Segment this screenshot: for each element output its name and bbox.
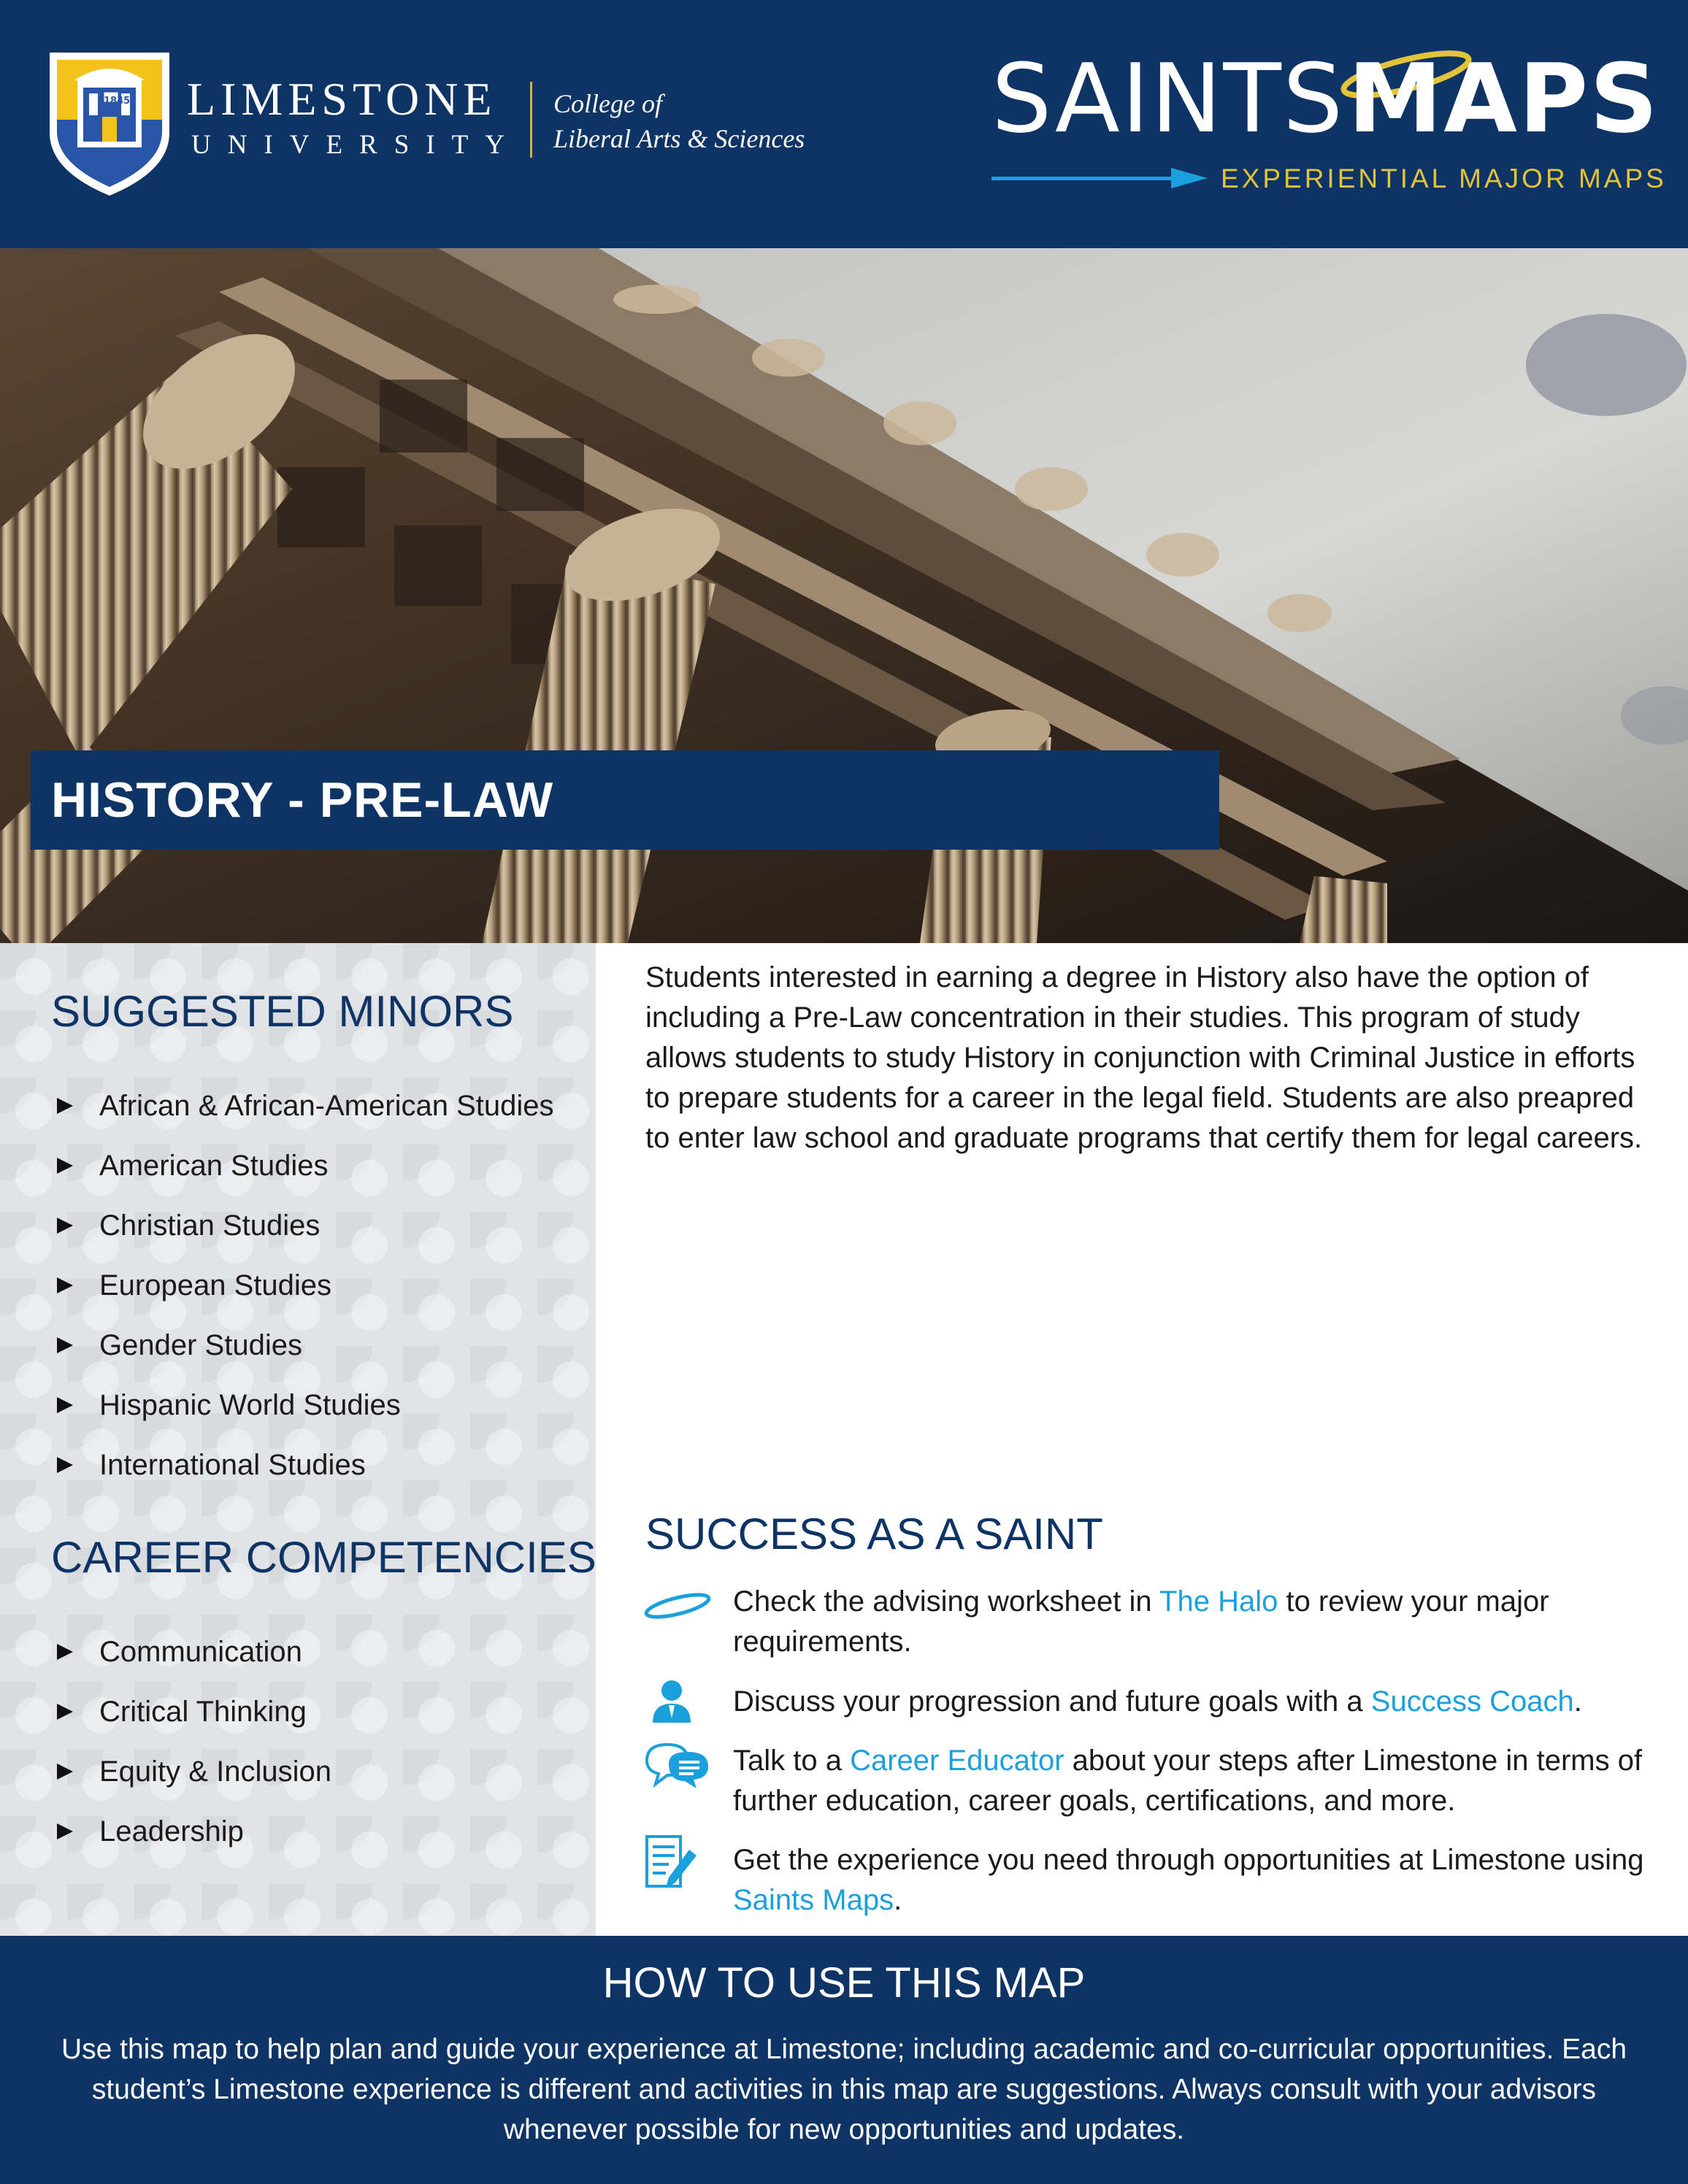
career-educator-link[interactable]: Career Educator: [850, 1745, 1064, 1777]
success-item: [733, 1840, 1653, 1920]
saints-maps-link[interactable]: Saints Maps: [733, 1884, 894, 1916]
competencies-heading: CAREER COMPETENCIES: [51, 1533, 596, 1582]
minor-label: Hispanic World Studies: [99, 1389, 401, 1421]
success-text: Talk to a: [733, 1745, 851, 1777]
college-line-1: College of: [553, 89, 662, 118]
success-text: Get the experience you need through opportunities at Limestone using: [733, 1844, 1644, 1876]
minor-label: International Studies: [99, 1449, 366, 1481]
footer-heading: HOW TO USE THIS MAP: [602, 1959, 1086, 2007]
minors-heading: SUGGESTED MINORS: [51, 987, 514, 1036]
university-subtitle: UNIVERSITY: [191, 130, 521, 160]
success-text: Check the advising worksheet in: [733, 1585, 1160, 1618]
success-text: .: [1573, 1685, 1582, 1718]
halo-ring-icon: [641, 1584, 714, 1628]
minor-label: Gender Studies: [99, 1329, 302, 1361]
list-item: [53, 1435, 553, 1495]
arrow-icon: [991, 162, 1211, 194]
saints-maps-logo: [991, 43, 1667, 197]
program-title-banner: [31, 750, 1219, 850]
list-item: [53, 1196, 553, 1256]
bullet-arrow-icon: [57, 1098, 73, 1114]
minor-label: American Studies: [99, 1150, 329, 1182]
university-name: LIMESTONE: [187, 73, 497, 125]
list-item: [53, 1256, 553, 1315]
list-item: [53, 1076, 553, 1136]
success-text: .: [894, 1884, 902, 1916]
chat-bubbles-icon: [642, 1739, 713, 1791]
page-header: [0, 0, 1688, 248]
success-text: Discuss your progression and future goals with a: [733, 1685, 1371, 1718]
crest-year: 1845: [104, 96, 131, 107]
minor-label: European Studies: [99, 1269, 332, 1301]
list-item: [53, 1375, 553, 1435]
list-item: [53, 1136, 553, 1196]
header-divider: [530, 82, 532, 158]
list-item: [53, 1742, 331, 1802]
competency-label: Equity & Inclusion: [99, 1756, 331, 1788]
list-item: [53, 1315, 553, 1375]
brand-maps: MAPS: [1348, 43, 1660, 154]
competencies-list: [53, 1622, 331, 1861]
program-title: HISTORY - PRE-LAW: [51, 772, 554, 828]
success-item: [733, 1682, 1653, 1722]
list-item: [53, 1802, 331, 1861]
person-icon: [650, 1677, 694, 1724]
bullet-arrow-icon: [57, 1764, 73, 1780]
success-item: [733, 1582, 1653, 1662]
success-heading: SUCCESS AS A SAINT: [645, 1510, 1103, 1558]
minors-list: [53, 1076, 553, 1495]
program-description: Students interested in earning a degree in History also have the option of including a Pre-Law concentration in their studies. This program of study allows students to study History in conjunction with Criminal Justice in efforts to prepare students for a career in the legal field. Students are also preapred to enter law school and graduate programs that certify them for legal careers.: [645, 961, 1643, 1154]
document-pencil-icon: [642, 1831, 701, 1892]
bullet-arrow-icon: [57, 1337, 73, 1353]
sidebar-panel: [0, 943, 596, 1936]
bullet-arrow-icon: [57, 1158, 73, 1174]
brand-saints: SAINTS: [991, 43, 1345, 154]
bullet-arrow-icon: [57, 1277, 73, 1293]
list-item: [53, 1622, 331, 1682]
competency-label: Critical Thinking: [99, 1696, 307, 1728]
minor-label: Christian Studies: [99, 1210, 321, 1242]
brand-tagline: EXPERIENTIAL MAJOR MAPS: [1221, 164, 1667, 193]
bullet-arrow-icon: [57, 1397, 73, 1413]
footer-text: Use this map to help plan and guide your experience at Limestone; including academic and co-curricular opportunities. Each student’s Limestone experience is different and activities in this map are suggestions. Always consult with your advisors whenever possible for new opportunities and updates.: [61, 2034, 1627, 2145]
success-text: about your steps after Limestone in terms of further education, career goals, certifications, and more.: [733, 1745, 1643, 1817]
the-halo-link[interactable]: The Halo: [1159, 1585, 1278, 1618]
success-text: to review your major requirements.: [733, 1585, 1549, 1658]
college-line-2: Liberal Arts & Sciences: [553, 124, 805, 153]
bullet-arrow-icon: [57, 1218, 73, 1234]
bullet-arrow-icon: [57, 1823, 73, 1839]
bullet-arrow-icon: [57, 1457, 73, 1473]
success-item: [733, 1741, 1653, 1821]
success-coach-link[interactable]: Success Coach: [1370, 1685, 1574, 1718]
bullet-arrow-icon: [57, 1644, 73, 1660]
university-crest-icon: [45, 47, 174, 200]
list-item: [53, 1682, 331, 1742]
competency-label: Communication: [99, 1636, 302, 1668]
page-footer: [0, 1936, 1688, 2184]
bullet-arrow-icon: [57, 1704, 73, 1720]
competency-label: Leadership: [99, 1815, 244, 1847]
minor-label: African & African-American Studies: [99, 1090, 554, 1122]
hero-image: [0, 248, 1688, 943]
college-name: [553, 86, 805, 156]
